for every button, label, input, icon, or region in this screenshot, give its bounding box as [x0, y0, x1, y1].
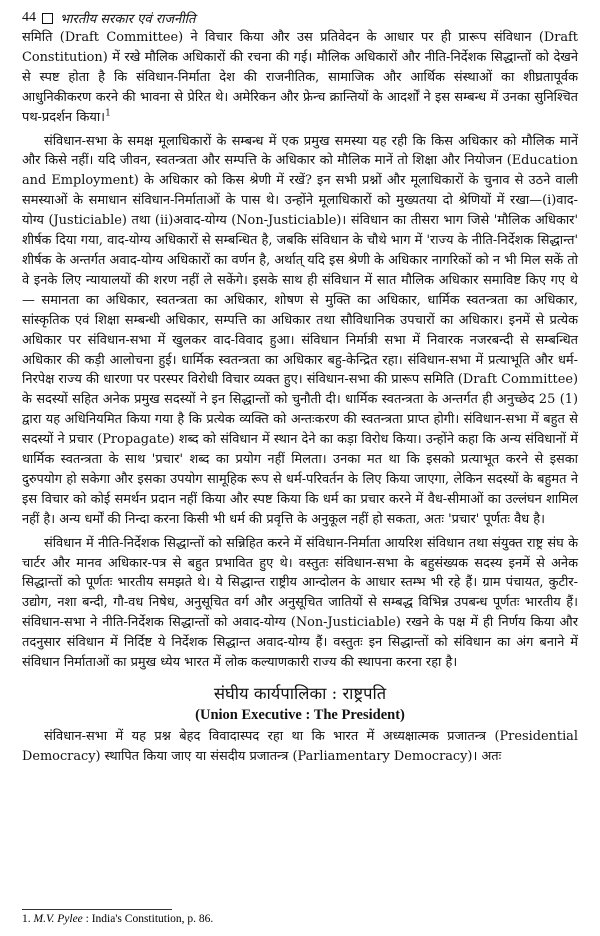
paragraph-4: संविधान-सभा में यह प्रश्न बेहद विवादास्पद रहा था कि भारत में अध्यक्षात्मक प्रजातन्त्र (Presidential Democracy) स्थापित किया जाए या संसदीय प्रजातन्त्र (Parliamentary Democracy)। अतः: [22, 729, 578, 764]
book-title: भारतीय सरकार एवं राजनीति: [60, 12, 196, 27]
paragraph-1: [22, 28, 578, 128]
footnote-marker: 1: [105, 108, 111, 119]
footnote-author: M.V. Pylee: [33, 913, 83, 925]
page-number: 44: [22, 10, 36, 25]
paragraph-1-text: समिति (Draft Committee) ने विचार किया और उस प्रतिवेदन के आधार पर ही प्रारूप संविधान (Draft Constitution) में रखे मौलिक अधिकारों की रचना की गई। मौलिक अधिकारों और नीति-निर्देशक सिद्धान्तों को देखने से स्पष्ट होता है कि संविधान-निर्माता देश की राजनीतिक, सामाजिक और आर्थिक संस्थाओं का शीघ्रतापूर्वक आधुनिकीकरण करने की भावना से प्रेरित थे। अमेरिकन और फ्रेन्च क्रान्तियों के आदर्शों ने इस सम्बन्ध में उनका सुनिश्चित पथ-प्रदर्शन किया।: [22, 30, 578, 125]
paragraph-2: संविधान-सभा के समक्ष मूलाधिकारों के सम्बन्ध में एक प्रमुख समस्या यह रही कि किस अधिकार को मौलिक मानें और किसे नहीं। यदि जीवन, स्वतन्त्रता और सम्पत्ति के अधिकार को मौलिक मानें तो शिक्षा और नियोजन (Education and Employment) के अधिकार को किस श्रेणी में रखें? इन सभी प्रश्नों और मूलाधिकारों के चुनाव से उठने वाली समस्याओं के समाधान संविधान-निर्माताओं के पास थे। उन्होंने मूलाधिकारों को मुख्यतया दो श्रेणियों में रखा—(i)वाद-योग्य (Justiciable) तथा (ii)अवाद-योग्य (Non-Justiciable)। संविधान का तीसरा भाग जिसे 'मौलिक अधिकार' शीर्षक दिया गया, वाद-योग्य अधिकारों से सम्बन्धित है, जबकि संविधान के चौथे भाग में 'राज्य के नीति-निर्देशक सिद्धान्त' शीर्षक के अन्तर्गत अवाद-योग्य अधिकारों का वर्णन है, अर्थात् यदि इस श्रेणी के अधिकार नागरिकों को न भी मिल सकें तो वे इनके लिए न्यायालयों की शरण नहीं ले सकेंगे। इसके साथ ही संविधान में सात मौलिक अधिकार समाविष्ट किए गए थे— समानता का अधिकार, स्वतन्त्रता का अधिकार, शोषण से मुक्ति का अधिकार, धार्मिक स्वतन्त्रता का अधिकार, सांस्कृतिक एवं शिक्षा सम्बन्धी अधिकार, सम्पत्ति का अधिकार तथा सौविधानिक उपचारों का अधिकार। इनमें से प्रत्येक अधिकार पर संविधान-सभा में खुलकर वाद-विवाद हुआ। संविधान निर्मात्री सभा में निवारक नजरबन्दी से सम्बन्धित अधिकार की कड़ी आलोचना हुई। धार्मिक स्वतन्त्रता का अधिकार बहु-केन्द्रित रहा। संविधान-सभा में प्रत्याभूति और धर्म-निरपेक्ष राज्य की धारणा पर परस्पर विरोधी विचार व्यक्त हुए। संविधान-सभा की प्रारूप समिति (Draft Committee) के सदस्यों सहित अनेक प्रमुख सदस्यों ने इन सिद्धान्तों को चुनौती दी। धार्मिक स्वतन्त्रता के अन्तर्गत ही अनुच्छेद 25 (1) द्वारा यह अधिनियमित किया गया है कि प्रत्येक व्यक्ति को अन्तःकरण की स्वतन्त्रता प्राप्त होगी। संविधान-सभा में बहुत से सदस्यों ने प्रचार (Propagate) शब्द को संविधान में स्थान देने का कड़ा विरोध किया। उन्होंने कहा कि अन्य संविधानों में धार्मिक स्वतन्त्रता के साथ 'प्रचार' शब्द का प्रयोग नहीं मिलता। उनका मत था कि इसको प्रत्याभूत करने से इसका दुरुपयोग हो सकेगा और इसका उपयोग सामूहिक रूप से धर्म-परिवर्तन के लिए किया जाएगा, लेकिन सदस्यों के बहुमत ने इस विचार को कोई समर्थन प्रदान नहीं किया और स्पष्ट किया कि धर्म का प्रचार करने में वैध-सीमाओं का उल्लंघन शामिल नहीं है। अन्य धर्मों की निन्दा करना किसी भी धर्म की प्रवृत्ति के अनुकूल नहीं हो सकता, अतः 'प्रचार' पूर्णतः वैध है।: [22, 133, 578, 527]
paragraph-3: संविधान में नीति-निर्देशक सिद्धान्तों को सन्निहित करने में संविधान-निर्माता आयरिश संविधान तथा संयुक्त राष्ट्र संघ के चार्टर और मानव अधिकार-पत्र से बहुत प्रभावित हुए थे। वस्तुतः संविधान-सभा के बहुसंख्यक सदस्य इनमें से अनेक सिद्धान्तों को पूर्णतः भारतीय समझते थे। ये सिद्धान्त राष्ट्रीय आन्दोलन के आधार स्तम्भ भी रहे हैं। ग्राम पंचायत, कुटीर-उद्योग, नशा बन्दी, गौ-वध निषेध, अनुसूचित वर्ग और अनुसूचित जातियों से सम्बद्ध विभिन्न उपबन्ध पूर्णतः भारतीय हैं। संविधान-सभा ने नीति-निर्देशक सिद्धान्तों को अवाद-योग्य (Non-Justiciable) रखने के पक्ष में ही निर्णय किया और तदनुसार संविधान में निर्दिष्ट ये निर्देशक सिद्धान्त अवाद-योग्य हैं। वस्तुतः इन सिद्धान्तों को संविधान का अंग बनाने में संविधान निर्माताओं का प्रमुख ध्येय भारत में लोक कल्याणकारी राज्य की स्थापना करना रहा है।: [22, 535, 578, 671]
footnote-divider: [22, 909, 172, 910]
footnote-citation: : India's Constitution, p. 86.: [85, 913, 214, 925]
footnote: [22, 913, 213, 925]
section-heading: संघीय कार्यपालिका : राष्ट्रपति: [213, 684, 387, 703]
section-subheading: (Union Executive : The President): [195, 707, 405, 723]
running-header: [22, 8, 578, 28]
footnote-number: 1.: [22, 913, 31, 925]
square-bullet-icon: [42, 13, 53, 24]
